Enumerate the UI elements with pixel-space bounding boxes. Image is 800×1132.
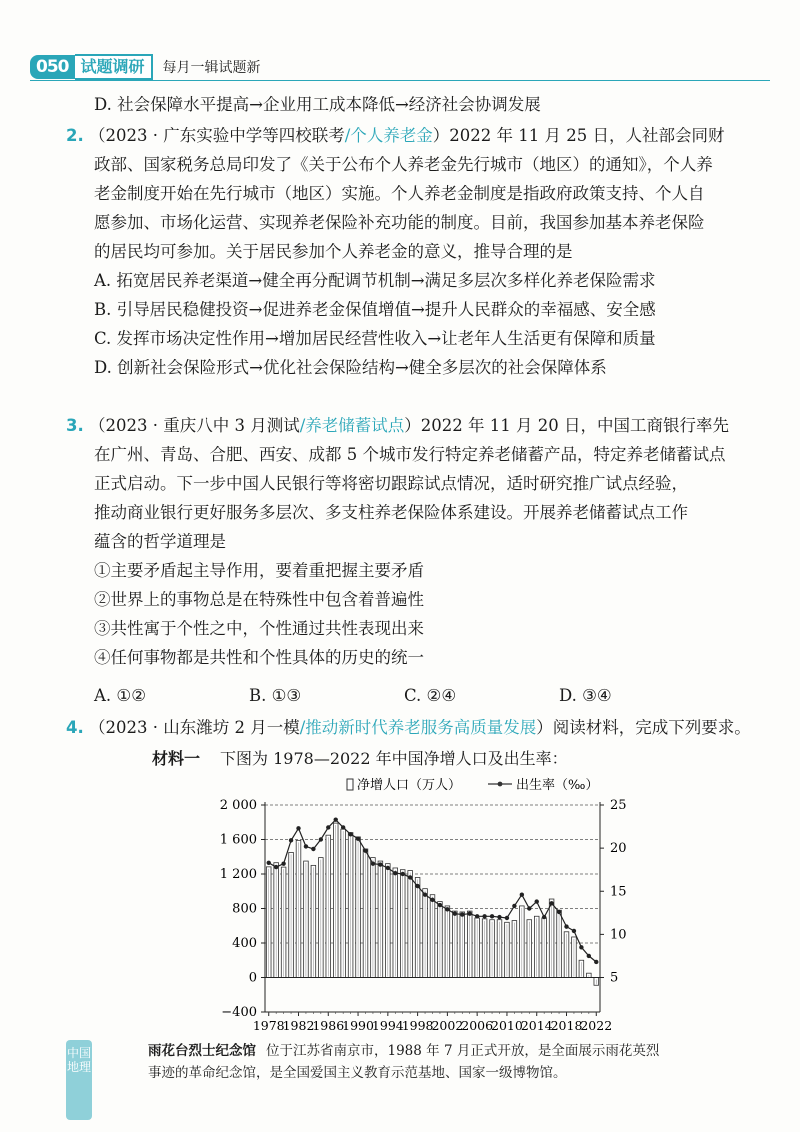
q4-tail: ）阅读材料，完成下列要求。	[536, 718, 751, 737]
birth-rate-point	[527, 906, 531, 910]
x-tick-label: 1982	[282, 1018, 315, 1033]
q3-line-1: ）2022 年 11 月 20 日，中国工商银行率先	[404, 416, 729, 435]
q3-source: （2023 · 重庆八中 3 月测试	[89, 416, 300, 435]
birth-rate-point	[579, 945, 583, 949]
birth-rate-point	[326, 825, 330, 829]
birth-rate-point	[430, 898, 434, 902]
x-tick-label: 1990	[342, 1018, 374, 1033]
question-2	[66, 121, 766, 382]
q2-line-5: 的居民均可参加。关于居民参加个人养老金的意义，推导合理的是	[94, 242, 573, 261]
x-tick-label: 1978	[252, 1018, 285, 1033]
birth-rate-point	[289, 838, 293, 842]
q2-line-1: ）2022 年 11 月 25 日，人社部会同财	[432, 126, 725, 145]
birth-rate-point	[363, 849, 367, 853]
header-divider	[30, 80, 770, 81]
birth-rate-point	[505, 916, 509, 920]
y-tick-label-right: 25	[610, 798, 627, 813]
y-tick-label-left: 2 000	[219, 798, 257, 813]
q2-line-3: 老金制度开始在先行城市（地区）实施。个人养老金制度是指政府政策支持、个人自	[94, 184, 705, 203]
birth-rate-point	[445, 907, 449, 911]
q4-number: 4.	[66, 718, 84, 737]
birth-rate-point	[401, 872, 405, 876]
birth-rate-point	[319, 837, 323, 841]
birth-rate-point	[490, 914, 494, 918]
q2-tag: /个人养老金	[344, 126, 433, 145]
y-tick-label-right: 5	[610, 970, 619, 986]
birth-rate-point	[460, 912, 464, 916]
q3-option-a: A. ①②	[94, 686, 146, 705]
birth-rate-point	[438, 903, 442, 907]
birth-rate-point	[542, 915, 546, 919]
footer-note	[70, 1040, 790, 1084]
birth-rate-point	[482, 914, 486, 918]
question-4	[66, 713, 766, 742]
birth-rate-point	[274, 865, 278, 869]
footer-line-2: 事迹的革命纪念馆，是全国爱国主义教育示范基地、国家一级博物馆。	[148, 1065, 567, 1081]
q3-line-3: 正式启动。下一步中国人民银行等将密切跟踪试点情况，适时研究推广试点经验，	[94, 474, 688, 493]
material-text: 下图为 1978—2022 年中国净增人口及出生率：	[220, 749, 568, 768]
q3-option-b: B. ①③	[249, 686, 302, 705]
q2-source: （2023 · 广东实验中学等四校联考	[89, 126, 345, 145]
birth-rate-point	[334, 817, 338, 821]
chart-legend	[347, 777, 598, 793]
birth-rate-point	[341, 825, 345, 829]
q4-tag: /推动新时代养老服务高质量发展	[299, 718, 537, 737]
birth-rate-point	[393, 871, 397, 875]
q1-option-d: D. 社会保障水平提高→企业用工成本降低→经济社会协调发展	[94, 95, 541, 114]
x-tick-label: 2022	[580, 1018, 613, 1033]
question-3	[66, 411, 766, 672]
birth-rate-point	[497, 915, 501, 919]
q3-options	[94, 686, 714, 705]
q3-item-1: ①主要矛盾起主导作用，要着重把握主要矛盾	[94, 561, 424, 580]
q3-option-c: C. ②④	[404, 686, 457, 705]
x-tick-label: 1994	[371, 1018, 404, 1033]
q2-option-d: D. 创新社会保险形式→优化社会保险结构→健全多层次的社会保障体系	[94, 358, 607, 377]
birth-rate-point	[512, 904, 516, 908]
y-tick-label-right: 10	[610, 927, 627, 943]
footer-title: 雨花台烈士纪念馆	[148, 1043, 256, 1059]
birth-rate-point	[267, 861, 271, 865]
page-number: 050	[30, 55, 75, 79]
y-tick-label-right: 20	[610, 841, 627, 857]
birth-rate-point	[356, 836, 360, 840]
q3-line-2: 在广州、青岛、合肥、西安、成都 5 个城市发行特定养老储蓄产品，特定养老储蓄试点	[94, 445, 726, 464]
brand-label: 试题调研	[75, 54, 153, 80]
birth-rate-point	[311, 847, 315, 851]
legend-bar-swatch	[347, 779, 353, 790]
q3-tag: /养老储蓄试点	[299, 416, 405, 435]
birth-rate-point	[423, 893, 427, 897]
q3-item-4: ④任何事物都是共性和个性具体的历史的统一	[94, 648, 424, 667]
population-chart	[0, 770, 800, 1035]
y-tick-label-left: −400	[221, 1005, 257, 1020]
birth-rate-point	[304, 844, 308, 848]
header-subtitle: 每月一辑试题新	[162, 60, 261, 76]
legend-line-label: 出生率（‰）	[516, 778, 599, 793]
legend-bar-label: 净增人口（万人）	[357, 778, 462, 793]
y-tick-label-right: 15	[610, 884, 627, 900]
q2-number: 2.	[66, 126, 84, 145]
x-tick-label: 2006	[461, 1018, 494, 1033]
birth-rate-point	[520, 893, 524, 897]
chart-bars	[266, 823, 598, 985]
x-tick-label: 2018	[550, 1018, 583, 1033]
birth-rate-point	[296, 826, 300, 830]
birth-rate-point	[378, 862, 382, 866]
birth-rate-point	[371, 861, 375, 865]
q3-option-d: D. ③④	[559, 686, 612, 705]
birth-rate-point	[453, 911, 457, 915]
birth-rate-point	[348, 832, 352, 836]
birth-rate-point	[549, 901, 553, 905]
birth-rate-point	[594, 960, 598, 964]
q2-line-2: 政部、国家税务总局印发了《关于公布个人养老金先行城市（地区）的通知》，个人养	[94, 155, 713, 174]
y-tick-label-left: 800	[232, 901, 257, 917]
page-header	[30, 52, 261, 82]
q2-option-a: A. 拓宽居民养老渠道→健全再分配调节机制→满足多层次多样化养老保险需求	[94, 271, 656, 290]
q4-source: （2023 · 山东潍坊 2 月一模	[89, 718, 300, 737]
q3-line-5: 蕴含的哲学道理是	[94, 532, 226, 551]
birth-rate-point	[408, 875, 412, 879]
birth-rate-point	[587, 954, 591, 958]
birth-rate-point	[281, 861, 285, 865]
q3-number: 3.	[66, 416, 84, 435]
q2-option-c: C. 发挥市场决定性作用→增加居民经营性收入→让老年人生活更有保障和质量	[94, 329, 656, 348]
material-label: 材料一	[152, 749, 201, 768]
q2-option-b: B. 引导居民稳健投资→促进养老金保值增值→提升人民群众的幸福感、安全感	[94, 300, 656, 319]
y-tick-label-left: 400	[232, 936, 257, 951]
x-tick-label: 2002	[431, 1018, 464, 1033]
birth-rate-point	[564, 924, 568, 928]
birth-rate-point	[572, 929, 576, 933]
q3-line-4: 推动商业银行更好服务多层次、多支柱养老保险体系建设。开展养老储蓄试点工作	[94, 503, 688, 522]
birth-rate-point	[535, 899, 539, 903]
birth-rate-point	[386, 866, 390, 870]
q3-item-2: ②世界上的事物总是在特殊性中包含着普遍性	[94, 590, 424, 609]
footer-line-1: 位于江苏省南京市，1988 年 7 月正式开放，是全面展示雨花英烈	[266, 1043, 660, 1059]
legend-line-marker	[498, 782, 503, 787]
y-tick-label-left: 0	[248, 970, 257, 986]
x-tick-label: 2010	[491, 1018, 523, 1033]
birth-rate-point	[415, 884, 419, 888]
y-tick-label-left: 1 600	[219, 832, 257, 848]
birth-rate-point	[475, 914, 479, 918]
x-tick-label: 1986	[312, 1018, 345, 1033]
x-tick-label: 2014	[520, 1018, 553, 1033]
q2-line-4: 愿参加、市场化运营、实现养老保险补充功能的制度。目前，我国参加基本养老保险	[94, 213, 705, 232]
birth-rate-point	[557, 910, 561, 914]
y-tick-label-left: 1 200	[219, 867, 257, 882]
x-tick-label: 1998	[401, 1018, 434, 1033]
side-tab: 中国地理	[66, 1040, 92, 1120]
q3-item-3: ③共性寓于个性之中，个性通过共性表现出来	[94, 619, 424, 638]
birth-rate-point	[468, 911, 472, 915]
material-caption	[152, 746, 568, 769]
